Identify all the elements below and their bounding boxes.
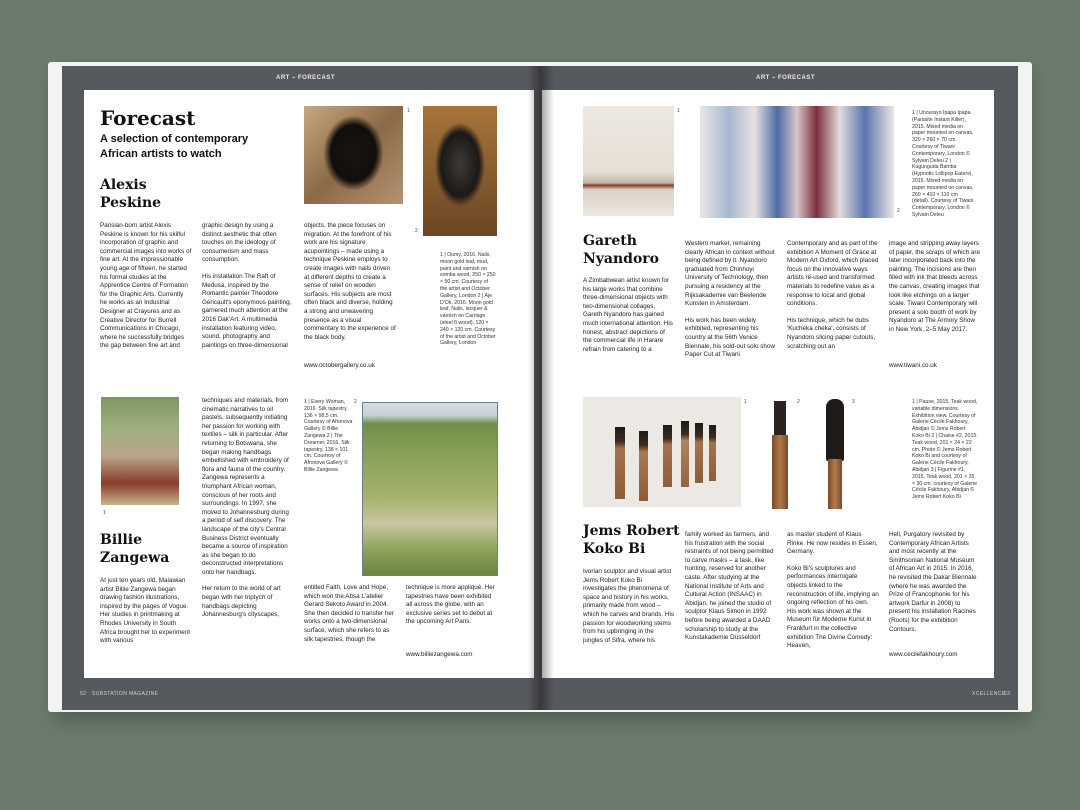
page-number-right: 53	[1004, 691, 1011, 697]
body-text	[304, 584, 396, 652]
artist-name-gareth-2: Nyandoro	[583, 251, 660, 267]
artist-name-alexis-1: Alexis	[100, 177, 147, 193]
subtitle-line-1: A selection of contemporary	[100, 133, 249, 145]
paragraph: Her return to the world of art began with her triptych of handbags depicting Johannesburg's cityscapes,	[202, 585, 281, 619]
paragraph: techniques and materials, from cinematic narratives to oil pastels, subsequently initiating her passion for working with textiles – silk in particular. After returning to Botswana, she began making handbags embellished with embroidery of flora and fauna of the country. Zangewa represents a triumphant African woman, conscious of her roots and surroundings. In 1997, she moved to Johannesburg during a period of self discovery. The landscape of the city's Central Business District eventually became a source of inspiration as she began to do deconstructed interpretations onto her handbags.	[202, 397, 289, 576]
artwork-pause	[583, 397, 741, 507]
wood-pillar	[828, 459, 842, 509]
body-text	[202, 397, 294, 628]
gutter	[528, 66, 554, 710]
image-number: 1	[744, 399, 747, 405]
caption-gareth: 1 | Unourayo Ipapa Ipapa (Parasite Instant Killer), 2015. Mixed media on paper mounted on canvas, 320 × 260 × 70 cm. Courtesy of Tiwani Contemporary, London © Sylvain Deleu 2 | Kugunguda Bamba (Hypnotic Lollipop Eaters), 2015. Mixed media on paper mounted on canvas, 260 × 410 × 110 cm (detail). Courtesy of Tiwani Contemporary, London © Sylvain Deleu	[912, 110, 974, 218]
artist-name-jems-1: Jems Robert	[583, 523, 680, 539]
page-title: Forecast	[100, 106, 196, 130]
sculpture	[639, 431, 648, 501]
artist-name-billie-2: Zangewa	[100, 550, 170, 566]
image-number: 2	[797, 399, 800, 405]
publication-name-right: XCELLENCE	[972, 691, 1006, 697]
image-number: 1	[103, 510, 106, 516]
paragraph: objects, the piece focuses on migration. At the forefront of his work are his signature acupointings – made using a technique Peskine employs to create images with nails driven at different depths to create a sense of relief on wooden surfaces. His subjects are most often black and diverse, holding a strong and unwavering presence as a visual commentary to the experience of the black body.	[304, 222, 396, 341]
image-number: 1	[677, 108, 680, 114]
artwork-unourayo	[583, 106, 674, 216]
artist-website-link[interactable]: www.cecilefakhoury.com	[889, 651, 958, 658]
paragraph: Ivorian sculptor and visual artist Jems Robert Koko Bi investigates the phenomena of space and history in his works, primarily made from wood – which he carves and brands. His passion for woodworking stems from his upbringing in the jungles of Sifra, where his	[583, 568, 675, 644]
paragraph: A Zimbabwean artist known for his large works that combine three-dimensional objects with two-dimensional collages, Gareth Nyandoro has gained much international attention. His honest, abstract depictions of the commercial life in Harare refrain from catering to a	[583, 277, 673, 353]
image-number: 1	[407, 108, 410, 114]
body-text	[787, 240, 879, 359]
caption-alexis: 1 | Oumy, 2016. Nails, moon gold leaf, mud, paint and varnish on somba wood, 250 × 250 × 50 cm. Courtesy of the artist and October Gallery, London 2 | Aje D'Ok, 2016. Moon gold leaf, Nails, lacquer & varnish on Carriage (steel 6 wood), 120 × 240 × 120 cm. Courtesy of the artist and October Gallery, London	[440, 252, 496, 347]
subtitle-line-2: African artists to watch	[100, 148, 222, 160]
body-text	[583, 568, 675, 653]
artist-name-alexis-2: Peskine	[100, 195, 162, 211]
artist-name-gareth-1: Gareth	[583, 233, 637, 249]
artwork-figurine-1	[822, 397, 848, 511]
paragraph: entitled Faith, Love and Hope, which won the Absa L'atelier Gerard Sekoto Award in 2004. She then decided to transfer her works onto a two-dimensional surface, which she refers to as silk tapestries, though the	[304, 584, 394, 643]
image-number: 2	[897, 208, 900, 214]
body-text	[889, 240, 981, 343]
paragraph: family worked as farmers, and his frustration with the social restraints of not being permitted to carve masks – a task, like hunting, reserved for another caste. After studying at the National Institute of Arts and Cultural Action (INSAAC) in Abidjan, he joined the studio of sculptor Klaus Simon in 1992 before being awarded a DAAD scholarship to study at the Kunstakademie Düsseldorf	[685, 531, 774, 642]
body-text	[889, 531, 981, 642]
body-text	[100, 222, 192, 359]
artwork-chaise-2	[767, 397, 793, 511]
artwork-every-woman	[101, 397, 179, 505]
artwork-oumy	[304, 106, 403, 204]
paragraph: His installation The Raft of Medusa, inspired by the Romantic painter Theodore Géricault's eponymous painting, garnered much attention at the 2016 Dak'Art. A multimedia installation featuring video, sound, photography and paintings on three-dimensional	[202, 272, 292, 349]
paragraph: image and stripping away layers of paper, the scraps of which are later incorporated back into the painting. The incisions are then filled with ink that bleeds across the canvas, creating images that look like etchings on a larger scale. Tiwani Contemporary will present a solo booth of work by Nyandoro at The Armory Show in New York, 2–5 May 2017.	[889, 240, 981, 333]
paragraph: as master student of Klaus Rinke. He now resides in Essen, Germany.	[787, 531, 878, 556]
artist-name-jems-2: Koko Bi	[583, 541, 646, 557]
body-text	[685, 240, 777, 368]
sculpture	[681, 421, 689, 487]
body-text	[685, 531, 777, 651]
artist-website-link[interactable]: www.tiwani.co.uk	[889, 362, 937, 369]
body-text	[787, 531, 879, 659]
caption-jems: 1 | Pause, 2015. Teak wood, variable dimensions. Exhibition view. Courtesy of Galerie Cécile Fakhoury, Abidjan © Jems Robert Koko Bi 2 | Chaise #2, 2015. Teak wood, 201 × 24 × 22 cm. Photo © Jems Robert Koko Bi and courtesy of Galerie Cécile Fakhoury, Abidjan 3 | Figurine #1, 2015. Teak wood, 201 × 35 × 30 cm. courtesy of Galerie Cécile Fakhoury, Abidjan © Jems Robert Koko Bi	[912, 399, 978, 501]
artwork-the-dreamer	[362, 402, 498, 576]
chair-top	[774, 401, 786, 435]
paragraph: Contemporary and as part of the exhibition A Moment of Grace at Modern Art Oxford, which placed focus on the innovative ways artists re-used and transformed materials to redefine value as a response to local and global conditions.	[787, 240, 879, 308]
paragraph: At just ten years old, Malawian artist Billie Zangewa began drawing fashion illustrations, inspired by the pages of Vogue. Her studies in printmaking at Rhodes University in South Africa brought her to experiment with various	[100, 577, 190, 645]
paragraph: Koko Bi's sculptures and performances interrogate objects linked to the reconstruction of life, implying an ongoing reflection of his own. His work was shown at the Museum für Moderne Kunst in Frankfurt in the collective exhibition The Divine Comedy: Heaven,	[787, 564, 879, 650]
running-header-left: ART – FORECAST	[276, 75, 336, 81]
body-text	[202, 222, 294, 358]
artist-website-link[interactable]: www.billiezangewa.com	[406, 651, 473, 658]
artist-website-link[interactable]: www.octobergallery.co.uk	[304, 362, 375, 369]
artwork-kugunguda	[700, 106, 894, 218]
sculpture	[709, 425, 716, 481]
artist-name-billie-1: Billie	[100, 532, 143, 548]
paragraph: Western market, remaining clearly African in context without being defined by it. Nyandoro graduated from Chinhoyi University of Technology, then pursuing a residency at the Rijksakademie van Beelende Kunsten in Amsterdam.	[685, 240, 775, 308]
running-header-right: ART – FORECAST	[756, 75, 816, 81]
sculpture	[663, 425, 672, 487]
caption-billie: 1 | Every Woman, 2016. Silk tapestry, 136 × 98.5 cm. Courtesy of Afronova Gallery © Billie Zangewa 2 | The Dreamer, 2016. Silk tapestry, 138 × 101 cm. Courtesy of Afronova Gallery © Billie Zangewa	[304, 399, 353, 473]
body-text	[100, 577, 192, 654]
artwork-aje-dok	[423, 106, 497, 236]
sculpture	[695, 423, 703, 483]
image-number: 2	[354, 399, 357, 405]
paragraph: His work has been widely exhibited, representing his country at the 56th Venice Biennale, his sold-out solo show Paper Cut at Tiwani	[685, 316, 775, 359]
paragraph: His technique, which he dubs 'Kuchekа cheka', consists of Nyandoro slicing paper cutouts, scratching out an	[787, 316, 876, 350]
image-number: 2	[415, 228, 418, 234]
image-number: 3	[852, 399, 855, 405]
paragraph: technique is more appliqué. Her tapestries have been exhibited all across the globe, with an exclusive series set to debut at the upcoming Art Paris.	[406, 584, 495, 626]
paragraph: Parisian-born artist Alexis Peskine is known for his skilful incorporation of graphic and commercial images into works of fine art. At the impressionable young age of fifteen, he started his formal studies at the Apprentice Centre of Formation for the Graphic Arts. Currently he works as an Industrial Designer at Crayures and as Creative Director for Burrell Communications in Chicago, where he successfully bridges the gap between fine art and	[100, 222, 192, 350]
figurine-top	[826, 399, 844, 461]
sculpture	[615, 427, 625, 499]
publication-name-left: SUBSTATION MAGAZINE	[92, 691, 159, 697]
wood-pillar	[772, 435, 788, 509]
page-number-left: 52	[80, 691, 87, 697]
paragraph: graphic design by using a distinct aesthetic that often touches on the ideology of consumerism and mass consumption.	[202, 222, 277, 264]
body-text	[406, 584, 496, 635]
body-text	[583, 277, 675, 362]
body-text	[304, 222, 396, 350]
paragraph: Hell, Purgatory revisited by Contemporary African Artists and most recently at the Smithsonian National Museum of African Art in 2015. In 2016, he revisited the Dakar Biennale (where he was awarded the Prize of Francophonie for his artwork Darfur in 2008) to present his installation Racines (Roots) for the exhibition Contours.	[889, 531, 977, 633]
